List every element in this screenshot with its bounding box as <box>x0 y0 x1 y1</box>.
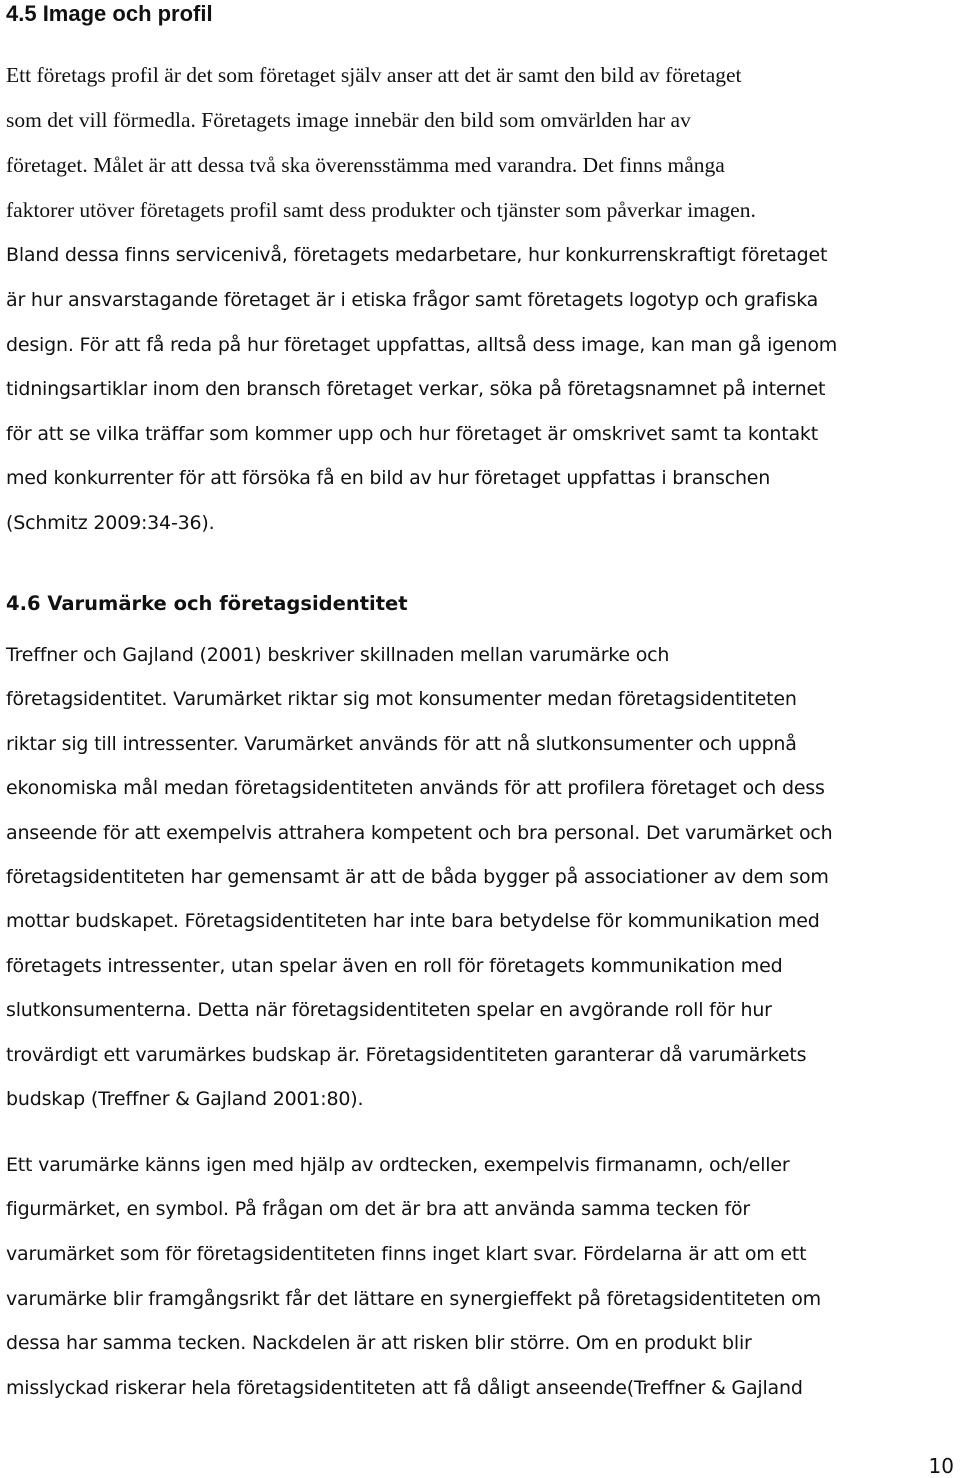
text-line: företaget. Målet är att dessa två ska överensstämma med varandra. Det finns många <box>6 153 725 177</box>
text-line: Treffner och Gajland (2001) beskriver skillnaden mellan varumärke och <box>6 644 670 666</box>
text-line: mottar budskapet. Företagsidentiteten har inte bara betydelse för kommunikation med <box>6 910 820 932</box>
text-line: figurmärket, en symbol. På frågan om det är bra att använda samma tecken för <box>6 1198 750 1220</box>
text-line: företagets intressenter, utan spelar även en roll för företagets kommunikation med <box>6 955 783 977</box>
text-line: anseende för att exempelvis attrahera kompetent och bra personal. Det varumärket och <box>6 822 833 844</box>
text-line: design. För att få reda på hur företaget uppfattas, alltså dess image, kan man gå igenom <box>6 334 838 356</box>
text-line: Ett företags profil är det som företaget själv anser att det är samt den bild av företaget <box>6 63 742 87</box>
text-line: budskap (Treffner & Gajland 2001:80). <box>6 1088 364 1110</box>
section-heading-4-5: 4.5 Image och profil <box>6 1 213 26</box>
text-line: trovärdigt ett varumärkes budskap är. Företagsidentiteten garanterar då varumärkets <box>6 1044 807 1066</box>
text-line: misslyckad riskerar hela företagsidentiteten att få dåligt anseende(Treffner & Gajland <box>6 1377 803 1399</box>
text-line: (Schmitz 2009:34-36). <box>6 512 215 534</box>
text-line: företagsidentitet. Varumärket riktar sig mot konsumenter medan företagsidentiteten <box>6 688 797 710</box>
text-line: riktar sig till intressenter. Varumärket används för att nå slutkonsumenter och uppnå <box>6 733 797 755</box>
text-line: varumärke blir framgångsrikt får det lättare en synergieffekt på företagsidentiteten om <box>6 1288 821 1310</box>
text-line: som det vill förmedla. Företagets image innebär den bild som omvärlden har av <box>6 108 691 132</box>
text-line: är hur ansvarstagande företaget är i etiska frågor samt företagets logotyp och grafiska <box>6 289 819 311</box>
text-line: ekonomiska mål medan företagsidentiteten används för att profilera företaget och dess <box>6 777 825 799</box>
text-line: slutkonsumenterna. Detta när företagsidentiteten spelar en avgörande roll för hur <box>6 999 772 1021</box>
text-line: varumärket som för företagsidentiteten finns inget klart svar. Fördelarna är att om ett <box>6 1243 807 1265</box>
text-line: Bland dessa finns servicenivå, företagets medarbetare, hur konkurrenskraftigt företaget <box>6 244 828 266</box>
text-line: Ett varumärke känns igen med hjälp av ordtecken, exempelvis firmanamn, och/eller <box>6 1154 790 1176</box>
text-line: dessa har samma tecken. Nackdelen är att risken blir större. Om en produkt blir <box>6 1332 752 1354</box>
text-line: för att se vilka träffar som kommer upp och hur företaget är omskrivet samt ta kontakt <box>6 423 818 445</box>
text-line: företagsidentiteten har gemensamt är att de båda bygger på associationer av dem som <box>6 866 829 888</box>
text-line: med konkurrenter för att försöka få en bild av hur företaget uppfattas i branschen <box>6 467 771 489</box>
text-line: faktorer utöver företagets profil samt dess produkter och tjänster som påverkar imagen. <box>6 198 756 222</box>
text-line: tidningsartiklar inom den bransch företaget verkar, söka på företagsnamnet på internet <box>6 378 826 400</box>
page-number: 10 <box>928 1454 954 1478</box>
section-heading-4-6: 4.6 Varumärke och företagsidentitet <box>6 592 408 616</box>
